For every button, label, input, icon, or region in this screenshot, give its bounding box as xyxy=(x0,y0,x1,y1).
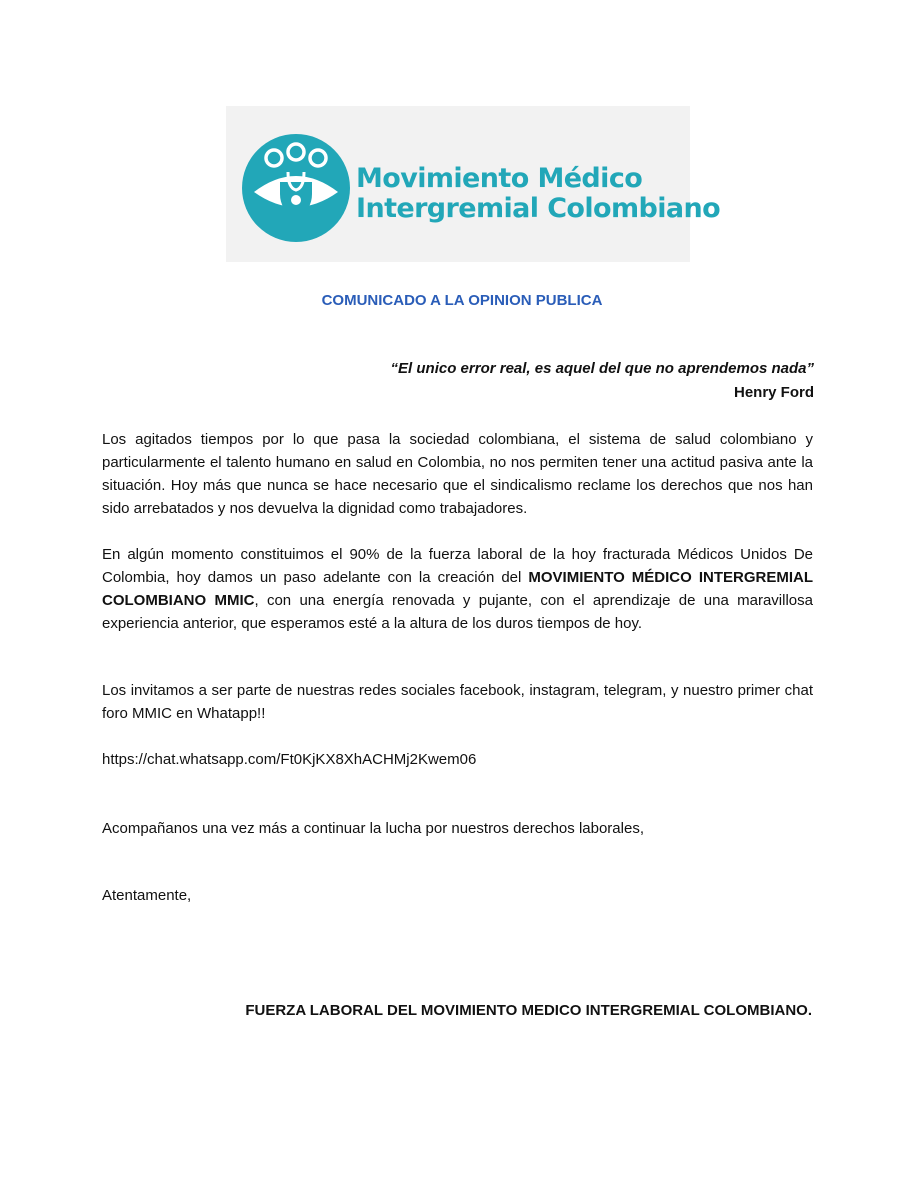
paragraph-2-text-a: En algún momento constituimos el 90% de la fuerza laboral de la hoy fracturada Médicos Unidos De Colombia, hoy damos un paso adelante con la creación del xyxy=(102,546,813,586)
doctors-stethoscope-logo-icon xyxy=(240,130,352,242)
salutation: Atentamente, xyxy=(102,887,192,904)
paragraph-2 xyxy=(102,543,813,635)
paragraph-2-organization-name: MOVIMIENTO MÉDICO INTERGREMIAL COLOMBIANO MMIC xyxy=(102,569,813,609)
document-title: COMUNICADO A LA OPINION PUBLICA xyxy=(321,292,603,309)
epigraph-quote xyxy=(391,357,814,405)
logo-line-1: Movimiento Médico xyxy=(356,163,643,194)
whatsapp-link[interactable]: https://chat.whatsapp.com/Ft0KjKX8XhACHMj2Kwem06 xyxy=(102,751,477,768)
closing-line: Acompañanos una vez más a continuar la lucha por nuestros derechos laborales, xyxy=(102,820,644,837)
organization-logo xyxy=(226,106,721,262)
signature: FUERZA LABORAL DEL MOVIMIENTO MEDICO INTERGREMIAL COLOMBIANO. xyxy=(245,1002,812,1019)
logo-text xyxy=(356,164,720,224)
logo-line-2: Intergremial Colombiano xyxy=(356,193,721,224)
quote-author: Henry Ford xyxy=(733,384,814,401)
quote-text: “El unico error real, es aquel del que no aprendemos nada” xyxy=(390,360,814,377)
paragraph-2-text-b: , con una energía renovada y pujante, con el aprendizaje de una maravillosa experiencia anterior, que esperamos esté a la altura de los duros tiempos de hoy. xyxy=(102,592,813,632)
paragraph-3: Los invitamos a ser parte de nuestras redes sociales facebook, instagram, telegram, y nuestro primer chat foro MMIC en Whatapp!! xyxy=(102,682,813,722)
paragraph-1: Los agitados tiempos por lo que pasa la sociedad colombiana, el sistema de salud colombiano y particularmente el talento humano en salud en Colombia, no nos permiten tener una actitud pasiva ante la situación. Hoy más que nunca se hace necesario que el sindicalismo reclame los derechos que nos han sido arrebatados y nos devuelva la dignidad como trabajadores. xyxy=(102,431,813,517)
